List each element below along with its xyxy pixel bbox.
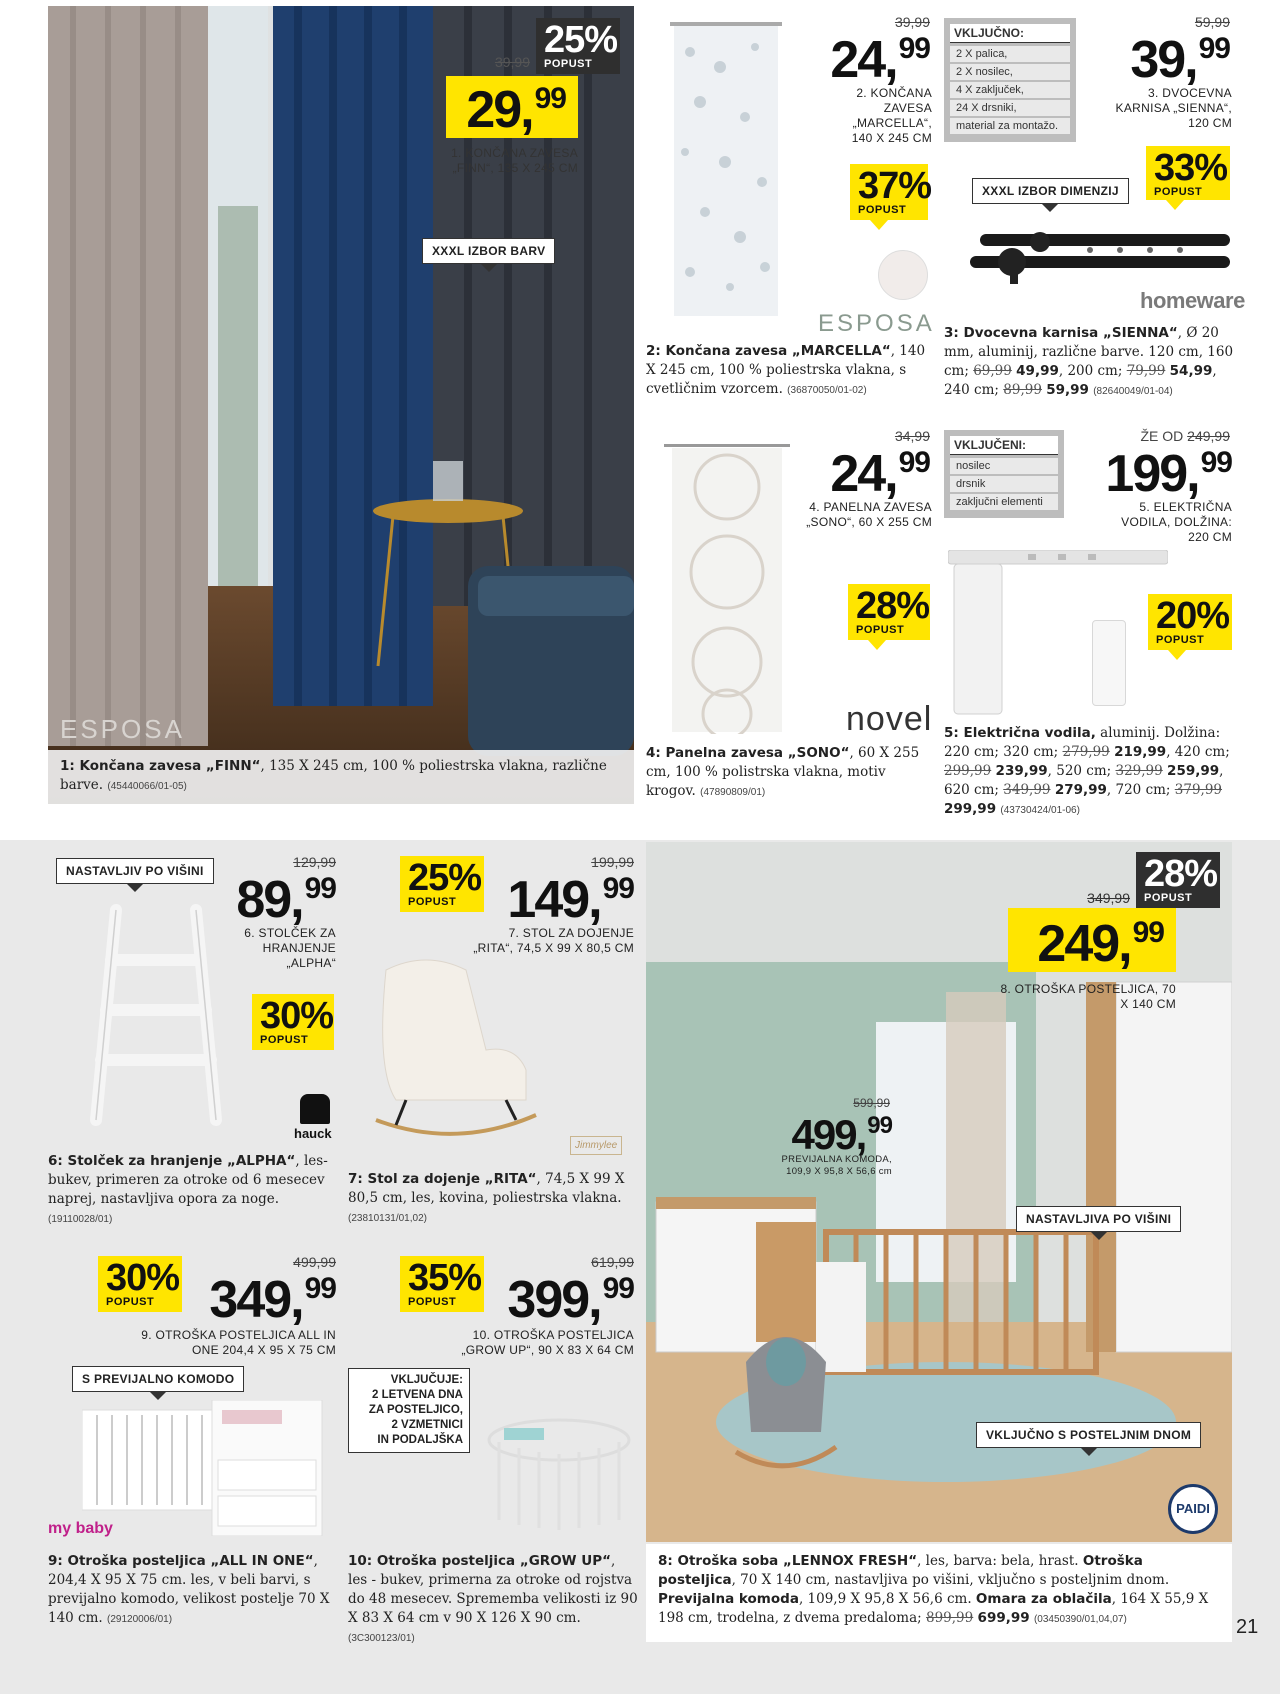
- included-item: 2 X palica,: [950, 46, 1070, 62]
- desc-subtitle: Omara za oblačila: [975, 1591, 1112, 1607]
- price-integer: 39: [1130, 31, 1185, 89]
- desc-text: , 74,5 X 99 X 80,5 cm, les, kovina, poliestrska vlakna.: [348, 1171, 625, 1206]
- discount-percent: 25%: [408, 857, 482, 899]
- desc-text: , 140 X 245 cm, 100 % poliestrska vlakna, s cvetličnim vzorcem.: [646, 343, 926, 397]
- desc-code: (23810131/01,02): [348, 1213, 427, 1224]
- new-variant-price: 49,99: [1016, 363, 1059, 379]
- price-cents: 99: [898, 446, 930, 479]
- old-price-value: 249,99: [1187, 428, 1230, 444]
- new-variant-price: 259,99: [1167, 763, 1220, 779]
- included-item: 24 X drsniki,: [950, 100, 1070, 116]
- tag-line: VKLJUČUJE:: [390, 1374, 463, 1386]
- product-desc-6: [48, 1152, 338, 1229]
- discount-percent: 35%: [408, 1257, 482, 1299]
- desc-text: , 420 cm;: [1166, 744, 1230, 760]
- desc-text: aluminij. Dolžina: 220 cm; 320 cm;: [944, 725, 1221, 760]
- old-price-5: [1100, 428, 1230, 444]
- paidi-brand-text: PAIDI: [1176, 1501, 1210, 1516]
- desc-code: (43730424/01-06): [1000, 805, 1080, 816]
- hauck-logo-icon: [300, 1094, 330, 1124]
- discount-label: POPUST: [858, 204, 907, 216]
- discount-percent: 28%: [1144, 853, 1218, 895]
- discount-badge-3: [1146, 146, 1230, 200]
- discount-label: POPUST: [106, 1296, 155, 1308]
- price-8: 249,99: [1037, 915, 1164, 973]
- tag-adjustable-6: NASTAVLJIV PO VIŠINI: [56, 858, 214, 884]
- desc-title: 3: Dvocevna karnisa „SIENNA“: [944, 325, 1178, 341]
- brand-hauck: hauck: [294, 1126, 332, 1141]
- commode-name: PREVIJALNA KOMODA, 109,9 X 95,8 X 56,6 cm: [781, 1154, 892, 1177]
- badge-tail: [1168, 650, 1186, 660]
- desc-code: (45440066/01-05): [107, 781, 187, 792]
- desc-code: (82640049/01-04): [1093, 386, 1173, 397]
- product-name-10: 10. OTROŠKA POSTELJICA „GROW UP“, 90 X 83 X 64 CM: [461, 1328, 634, 1357]
- desc-code: (3C300123/01): [348, 1633, 415, 1644]
- desc-title: 4: Panelna zavesa „SONO“: [646, 745, 850, 761]
- tag-line: IN PODALJŠKA: [377, 1434, 463, 1446]
- included-item: nosilec: [950, 458, 1058, 474]
- desc-title: 6: Stolček za hranjenje „ALPHA“: [48, 1153, 296, 1169]
- price-integer: 24: [830, 31, 885, 89]
- old-variant-price: 279,99: [1062, 744, 1110, 760]
- price-4: 24,99: [830, 445, 930, 503]
- product-name-5: 5. ELEKTRIČNA VODILA, DOLŽINA: 220 CM: [1121, 500, 1232, 544]
- old-price-10: 619,99: [591, 1254, 634, 1270]
- discount-badge-1: [536, 18, 620, 74]
- discount-percent: 30%: [260, 995, 334, 1037]
- tag-line: ZA POSTELJICO,: [368, 1404, 463, 1416]
- desc-title: 9: Otroška posteljica „ALL IN ONE“: [48, 1553, 314, 1569]
- desc-title: 8: Otroška soba „LENNOX FRESH“: [658, 1553, 918, 1569]
- paidi-logo-icon: [1168, 1484, 1218, 1534]
- price-10: 399,99: [507, 1271, 634, 1329]
- discount-percent: 20%: [1156, 595, 1230, 637]
- old-price-1: 39,99: [494, 54, 530, 70]
- desc-text: , 164 X 55,9 X 198 cm, trodelna, z dvema predaloma;: [658, 1591, 1209, 1626]
- tag-xxxl-colors: XXXL IZBOR BARV: [422, 238, 555, 264]
- desc-title: 1: Končana zavesa „FINN“: [60, 758, 261, 774]
- desc-text: , 204,4 X 95 X 75 cm. les, v beli barvi, s previjalno komodo, velikost postelje 70 X 140 cm.: [48, 1553, 330, 1626]
- page-number: 21: [1236, 1616, 1259, 1638]
- commode-price: 499,99: [791, 1111, 892, 1158]
- product-desc-3: [944, 324, 1234, 401]
- price-integer: 499: [791, 1111, 856, 1158]
- discount-percent: 30%: [106, 1257, 180, 1299]
- old-variant-price: 89,99: [1003, 382, 1042, 398]
- new-variant-price: 239,99: [995, 763, 1048, 779]
- price-integer: 199: [1105, 445, 1187, 503]
- price-integer: 349: [209, 1271, 291, 1329]
- old-price-7: 199,99: [591, 854, 634, 870]
- price-integer: 89: [236, 871, 291, 929]
- badge-tail: [870, 220, 888, 230]
- desc-code: (29120006/01): [107, 1614, 173, 1625]
- price-cents: 99: [867, 1112, 892, 1139]
- new-variant-price: 59,99: [1046, 382, 1089, 398]
- discount-badge-10: [400, 1256, 484, 1312]
- price-2: 24,99: [830, 31, 930, 89]
- price-cents: 99: [304, 1272, 336, 1305]
- desc-subtitle: Previjalna komoda: [658, 1591, 799, 1607]
- product-name-8: 8. OTROŠKA POSTELJICA, 70 X 140 CM: [1000, 982, 1176, 1011]
- price-cents: 99: [1132, 916, 1164, 949]
- discount-badge-2: [850, 164, 932, 220]
- price-3: 39,99: [1130, 31, 1230, 89]
- marcella-curtain-image: [670, 22, 782, 322]
- old-price-9: 499,99: [293, 1254, 336, 1270]
- brand-jimmylee: Jimmylee: [570, 1136, 622, 1155]
- brand-novel: novel: [846, 700, 933, 738]
- sono-panel-image: [664, 442, 790, 734]
- desc-text: , Ø 20 mm, aluminij, različne barve. 120 cm, 160 cm;: [944, 325, 1234, 379]
- tag-line: 2 VZMETNICI: [391, 1419, 463, 1431]
- included-box-3: [944, 18, 1076, 142]
- included-item: 4 X zaključek,: [950, 82, 1070, 98]
- old-variant-price: 79,99: [1126, 363, 1166, 379]
- discount-label: POPUST: [544, 58, 593, 70]
- tag-adjustable-8: NASTAVLJIVA PO VIŠINI: [1016, 1206, 1181, 1232]
- badge-tail: [1166, 200, 1184, 210]
- electric-track-image: [948, 550, 1168, 720]
- product-desc-8: [658, 1552, 1224, 1629]
- old-variant-price: 329,99: [1115, 763, 1163, 779]
- rita-rocking-chair-image: [366, 950, 544, 1140]
- commode-old-price: 599,99: [853, 1096, 890, 1110]
- price-6: 89,99: [236, 871, 336, 929]
- desc-text: , 60 X 255 cm, 100 % polistrska vlakna, motiv krogov.: [646, 745, 920, 799]
- discount-label: POPUST: [408, 896, 457, 908]
- price-cents: 99: [898, 32, 930, 65]
- price-cents: 99: [1198, 32, 1230, 65]
- brand-esposa-2: ESPOSA: [818, 310, 935, 337]
- desc-text: , 70 X 140 cm, nastavljiva po višini, vključno s posteljnim dnom.: [731, 1572, 1170, 1588]
- discount-label: POPUST: [1154, 186, 1203, 198]
- tag-xxxl-dimensions: XXXL IZBOR DIMENZIJ: [972, 178, 1129, 204]
- desc-text: , les, barva: bela, hrast.: [917, 1553, 1083, 1569]
- price-9: 349,99: [209, 1271, 336, 1329]
- price-integer: 24: [830, 445, 885, 503]
- brand-my-baby: my baby: [48, 1520, 113, 1537]
- included-item: material za montažo.: [950, 118, 1070, 134]
- badge-tail: [868, 640, 886, 650]
- price-5: 199,99: [1105, 445, 1232, 503]
- from-label: ŽE OD: [1140, 428, 1184, 444]
- discount-label: POPUST: [260, 1034, 309, 1046]
- discount-percent: 33%: [1154, 147, 1228, 189]
- desc-title: 7: Stol za dojenje „RITA“: [348, 1171, 537, 1187]
- price-cents: 99: [602, 1272, 634, 1305]
- all-in-one-crib-image: [82, 1400, 326, 1536]
- desc-code: (19110028/01): [48, 1214, 113, 1225]
- desc-text: , 200 cm;: [1058, 363, 1127, 379]
- product-desc-1: [60, 757, 620, 796]
- included-title: VKLJUČENI:: [950, 436, 1058, 455]
- old-price-6: 129,99: [293, 854, 336, 870]
- discount-percent: 28%: [856, 585, 930, 627]
- tag-slatted-base: VKLJUČNO S POSTELJNIM DNOM: [976, 1422, 1201, 1448]
- product-name-7: 7. STOL ZA DOJENJE „RITA“, 74,5 X 99 X 80,5 CM: [473, 926, 634, 955]
- product-desc-2: [646, 342, 936, 400]
- brand-homeware: homeware: [1140, 288, 1245, 313]
- brand-esposa-1: ESPOSA: [60, 714, 185, 744]
- price-cents: 99: [304, 872, 336, 905]
- old-variant-price: 379,99: [1174, 782, 1223, 798]
- included-item: 2 X nosilec,: [950, 64, 1070, 80]
- discount-badge-9: [98, 1256, 182, 1312]
- discount-label: POPUST: [1156, 634, 1205, 646]
- old-price-8: 349,99: [1087, 890, 1130, 906]
- old-variant-price: 349,99: [1003, 782, 1051, 798]
- product-name-3: 3. DVOCEVNA KARNISA „SIENNA“, 120 CM: [1115, 86, 1232, 130]
- product-name-4: 4. PANELNA ZAVESA „SONO“, 60 X 255 CM: [806, 500, 932, 529]
- product-desc-5: [944, 724, 1234, 820]
- desc-subtitle: Otroška posteljica: [658, 1553, 1143, 1588]
- old-price-2: 39,99: [894, 14, 930, 30]
- tag-changing-table: S PREVIJALNO KOMODO: [72, 1366, 244, 1392]
- remote-control-image: [1092, 620, 1126, 706]
- sienna-rod-image: [970, 222, 1232, 288]
- old-variant-price: 899,99: [926, 1610, 974, 1626]
- product-name-1: 1. KONČANA ZAVESA „FINN“, 135 X 245 CM: [451, 146, 578, 175]
- new-variant-price: 299,99: [944, 801, 997, 817]
- old-variant-price: 69,99: [973, 363, 1012, 379]
- desc-code: (03450390/01,04,07): [1033, 1614, 1127, 1625]
- new-variant-price: 219,99: [1114, 744, 1167, 760]
- new-variant-price: 54,99: [1169, 363, 1213, 379]
- desc-text: , 135 X 245 cm, 100 % poliestrska vlakna, različne barve.: [60, 758, 607, 793]
- desc-text: , 620 cm;: [944, 763, 1224, 798]
- desc-text: , 109,9 X 95,8 X 56,6 cm.: [798, 1591, 976, 1607]
- price-integer: 399: [507, 1271, 589, 1329]
- price-7: 149,99: [507, 871, 634, 929]
- discount-percent: 37%: [858, 165, 932, 207]
- discount-label: POPUST: [856, 624, 905, 636]
- desc-text: , 720 cm;: [1106, 782, 1175, 798]
- included-item: zaključni elementi: [950, 494, 1058, 510]
- new-variant-price: 699,99: [977, 1610, 1030, 1626]
- discount-label: POPUST: [408, 1296, 457, 1308]
- price-1: 29,99: [466, 81, 566, 139]
- tag-includes-10: [348, 1368, 470, 1453]
- price-integer: 249: [1037, 915, 1119, 973]
- discount-badge-6: [252, 994, 334, 1050]
- product-name-9: 9. OTROŠKA POSTELJICA ALL IN ONE 204,4 X 95 X 75 CM: [141, 1328, 336, 1357]
- desc-title: 10: Otroška posteljica „GROW UP“: [348, 1553, 611, 1569]
- old-variant-price: 299,99: [944, 763, 992, 779]
- included-title: VKLJUČNO:: [950, 24, 1070, 43]
- discount-badge-7: [400, 856, 484, 912]
- product-desc-9: [48, 1552, 338, 1629]
- product-desc-10: [348, 1552, 638, 1648]
- old-price-3: 59,99: [1194, 14, 1230, 30]
- price-cents: 99: [534, 82, 566, 115]
- discount-badge-8: [1136, 852, 1220, 908]
- product-desc-7: [348, 1170, 638, 1228]
- desc-title: 2: Končana zavesa „MARCELLA“: [646, 343, 891, 359]
- discount-percent: 25%: [544, 19, 618, 61]
- price-cents: 99: [602, 872, 634, 905]
- alpha-chair-image: [76, 900, 226, 1130]
- price-cents: 99: [1200, 446, 1232, 479]
- discount-badge-5: [1148, 594, 1232, 650]
- desc-text: , les-bukev, primeren za otroke od 6 mesecev naprej, nastavljiva opora za noge.: [48, 1153, 328, 1207]
- desc-text: , les - bukev, primerna za otroke od rojstva do 48 mesecev. Sprememba velikosti iz 90 X 83 X 64 cm v 90 X 126 X 90 cm.: [348, 1553, 638, 1626]
- price-integer: 29: [466, 81, 521, 139]
- desc-code: (36870050/01-02): [787, 385, 867, 396]
- old-price-4: 34,99: [894, 428, 930, 444]
- tag-line: 2 LETVENA DNA: [372, 1389, 463, 1401]
- product-desc-4: [646, 744, 936, 802]
- discount-badge-4: [848, 584, 930, 640]
- fabric-swatch: [878, 250, 928, 300]
- discount-label: POPUST: [1144, 892, 1193, 904]
- product-name-6: 6. STOLČEK ZA HRANJENJE „ALPHA“: [244, 926, 336, 970]
- price-integer: 149: [507, 871, 589, 929]
- desc-text: , 520 cm;: [1047, 763, 1116, 779]
- desc-code: (47890809/01): [700, 787, 766, 798]
- included-box-5: [944, 430, 1064, 518]
- desc-text: , 240 cm;: [944, 363, 1217, 398]
- grow-up-crib-image: [484, 1400, 634, 1536]
- desc-title: 5: Električna vodila,: [944, 725, 1096, 741]
- included-item: drsnik: [950, 476, 1058, 492]
- new-variant-price: 279,99: [1054, 782, 1107, 798]
- product-name-2: 2. KONČANA ZAVESA „MARCELLA“, 140 X 245 CM: [851, 86, 932, 145]
